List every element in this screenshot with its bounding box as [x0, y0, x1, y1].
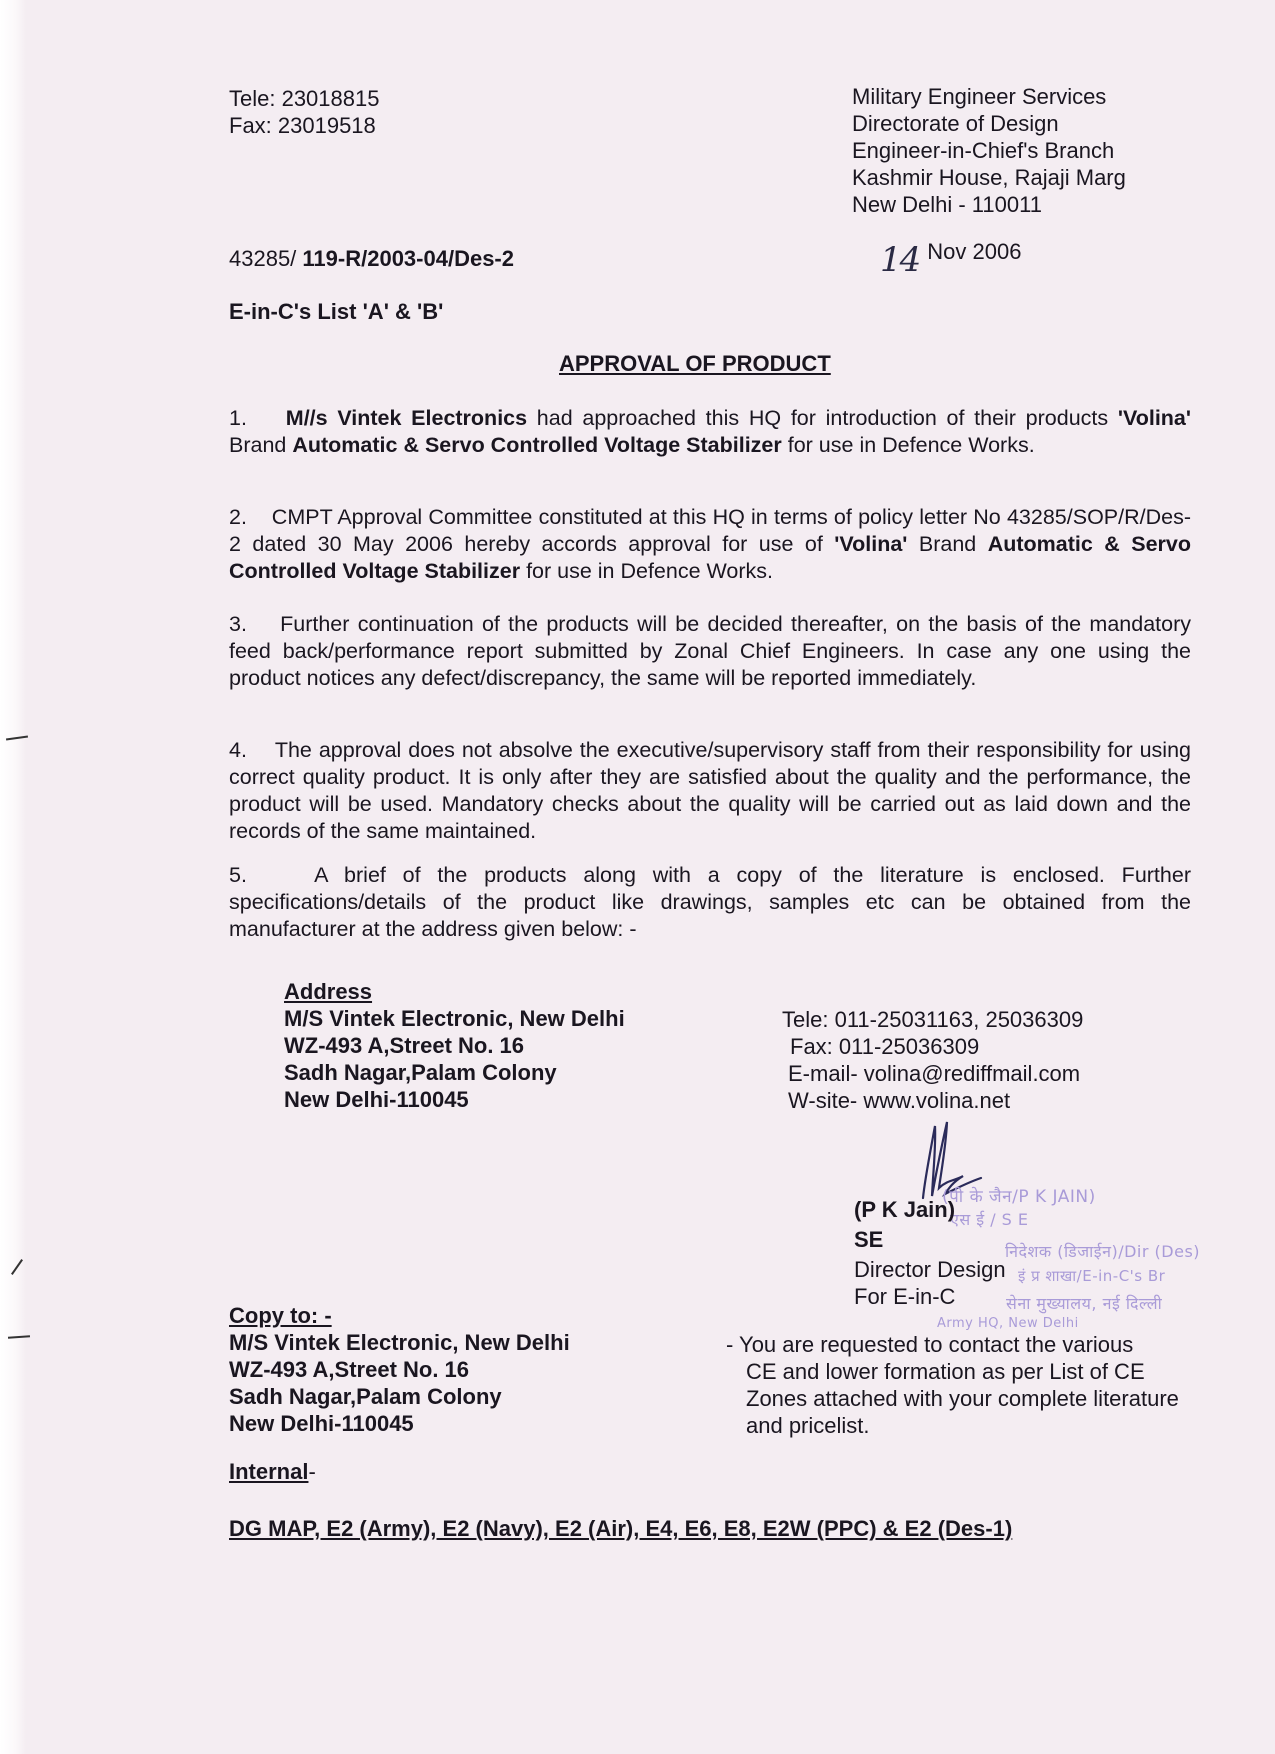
- paragraph-text: Brand: [907, 532, 988, 556]
- brand-name: 'Volina': [834, 532, 908, 556]
- contact-fax: Fax: 011-25036309: [790, 1034, 980, 1059]
- reference-prefix: 43285/: [229, 246, 303, 271]
- paragraph-text: for use in Defence Works.: [781, 433, 1035, 457]
- contact-telephone: Tele: 011-25031163, 25036309: [782, 1007, 1084, 1032]
- signatory-for: For E-in-C: [854, 1284, 956, 1309]
- paragraph-number: 5.: [229, 863, 247, 887]
- copy-to-block: [229, 1302, 570, 1437]
- fax-number: Fax: 23019518: [229, 113, 376, 138]
- internal-label: Internal: [229, 1459, 309, 1484]
- sender-address-line: Directorate of Design: [852, 111, 1059, 136]
- signatory-designation: Director Design: [854, 1257, 1006, 1282]
- letter-subject: APPROVAL OF PRODUCT: [559, 351, 831, 376]
- sender-address-line: Engineer-in-Chief's Branch: [852, 138, 1115, 163]
- paragraph-text: Further continuation of the products will be decided thereafter, on the basis of the mandatory feed back/performance report submitted by Zonal Chief Engineers. In case any one using the product notices any defect/discrepancy, the same will be reported immediately.: [229, 612, 1191, 690]
- paragraph-text: had approached this HQ for introduction of their products: [527, 406, 1118, 430]
- paragraph-1: [229, 405, 1191, 459]
- address-line: WZ-493 A,Street No. 16: [284, 1033, 525, 1058]
- contact-email: E-mail- volina@rediffmail.com: [788, 1061, 1081, 1086]
- copy-to-note: [726, 1331, 1179, 1439]
- signatory-block: [854, 1196, 1006, 1310]
- sender-address-line: Military Engineer Services: [852, 84, 1107, 109]
- stamp-text: (पी के जैन/P K JAIN): [942, 1187, 1096, 1207]
- internal-distribution-list: DG MAP, E2 (Army), E2 (Navy), E2 (Air), E4, E6, E8, E2W (PPC) & E2 (Des-1): [229, 1516, 1013, 1541]
- internal-suffix: -: [308, 1459, 316, 1484]
- stamp-text: Army HQ, New Delhi: [937, 1316, 1079, 1331]
- paragraph-4: [229, 737, 1191, 845]
- product-name: Automatic & Servo Controlled Voltage Stabilizer: [292, 433, 782, 457]
- sender-address-line: New Delhi - 110011: [852, 192, 1042, 217]
- paragraph-text: The approval does not absolve the executive/supervisory staff from their responsibility for using correct quality product. It is only after they are satisfied about the quality and the performance, the product will be used. Mandatory checks about the quality will be carried out as laid down and the records of the same maintained.: [229, 738, 1191, 843]
- copy-to-note-line: and pricelist.: [746, 1413, 870, 1438]
- internal-heading: [229, 1458, 316, 1485]
- copy-to-note-line: Zones attached with your complete literature: [746, 1386, 1179, 1411]
- paragraph-number: 4.: [229, 738, 247, 762]
- address-line: New Delhi-110045: [284, 1087, 469, 1112]
- address-heading: Address: [284, 979, 373, 1004]
- paragraph-text: A brief of the products along with a copy of the literature is enclosed. Further specifications/details of the product like drawings, samples etc can be obtained from the manufacturer at the address given below: -: [229, 863, 1191, 941]
- stamp-text: निदेशक (डिजाईन)/Dir (Des): [1005, 1242, 1201, 1261]
- paragraph-number: 2.: [229, 505, 247, 529]
- date-month-year: Nov 2006: [927, 239, 1022, 264]
- paragraph-text: Brand: [229, 433, 293, 457]
- signatory-rank: SE: [854, 1227, 884, 1252]
- paragraph-text: CMPT Approval Committee constituted at this HQ in terms of policy letter No 43285/SOP/R/Des-2 dated 30 May 2006 hereby accords approval for use of: [229, 505, 1191, 556]
- handwritten-day: 14: [880, 240, 920, 280]
- manufacturer-contact-block: [782, 1006, 1083, 1114]
- address-line: M/S Vintek Electronic, New Delhi: [284, 1006, 625, 1031]
- copy-to-note-line: - You are requested to contact the various: [726, 1332, 1134, 1357]
- distribution-list-label: E-in-C's List 'A' & 'B': [229, 299, 444, 324]
- paragraph-text: for use in Defence Works.: [520, 559, 774, 583]
- address-line: Sadh Nagar,Palam Colony: [284, 1060, 557, 1085]
- copy-to-heading: Copy to: -: [229, 1303, 332, 1328]
- stamp-text: सेना मुख्यालय, नई दिल्ली: [1006, 1294, 1163, 1313]
- stamp-text: इं प्र शाखा/E-in-C's Br: [1018, 1267, 1166, 1285]
- copy-to-address-line: M/S Vintek Electronic, New Delhi: [229, 1330, 570, 1355]
- reference-number: [229, 245, 514, 272]
- paragraph-3: [229, 611, 1191, 692]
- sender-address-line: Kashmir House, Rajaji Marg: [852, 165, 1126, 190]
- scan-binding-edge: [0, 0, 26, 1754]
- copy-to-address-line: WZ-493 A,Street No. 16: [229, 1357, 470, 1382]
- copy-to-note-line: CE and lower formation as per List of CE: [746, 1359, 1145, 1384]
- paragraph-5: [229, 862, 1191, 943]
- sender-address-block: [852, 83, 1126, 218]
- copy-to-address-line: New Delhi-110045: [229, 1411, 414, 1436]
- manufacturer-address-block: [284, 978, 625, 1113]
- firm-name: M//s Vintek Electronics: [285, 406, 528, 430]
- telephone-number: Tele: 23018815: [229, 86, 380, 111]
- paragraph-2: [229, 504, 1191, 585]
- product-name: Automatic & Servo Controlled Voltage Stabilizer: [229, 532, 1191, 583]
- signatory-name: (P K Jain): [854, 1197, 956, 1222]
- copy-to-address-line: Sadh Nagar,Palam Colony: [229, 1384, 502, 1409]
- brand-name: 'Volina': [1117, 406, 1191, 430]
- stamp-text: एस ई / S E: [950, 1210, 1029, 1229]
- reference-file-number: 119-R/2003-04/Des-2: [302, 246, 514, 271]
- contact-website: W-site- www.volina.net: [788, 1088, 1011, 1113]
- paragraph-number: 3.: [229, 612, 247, 636]
- paragraph-number: 1.: [229, 406, 247, 430]
- letter-date: [880, 240, 1021, 280]
